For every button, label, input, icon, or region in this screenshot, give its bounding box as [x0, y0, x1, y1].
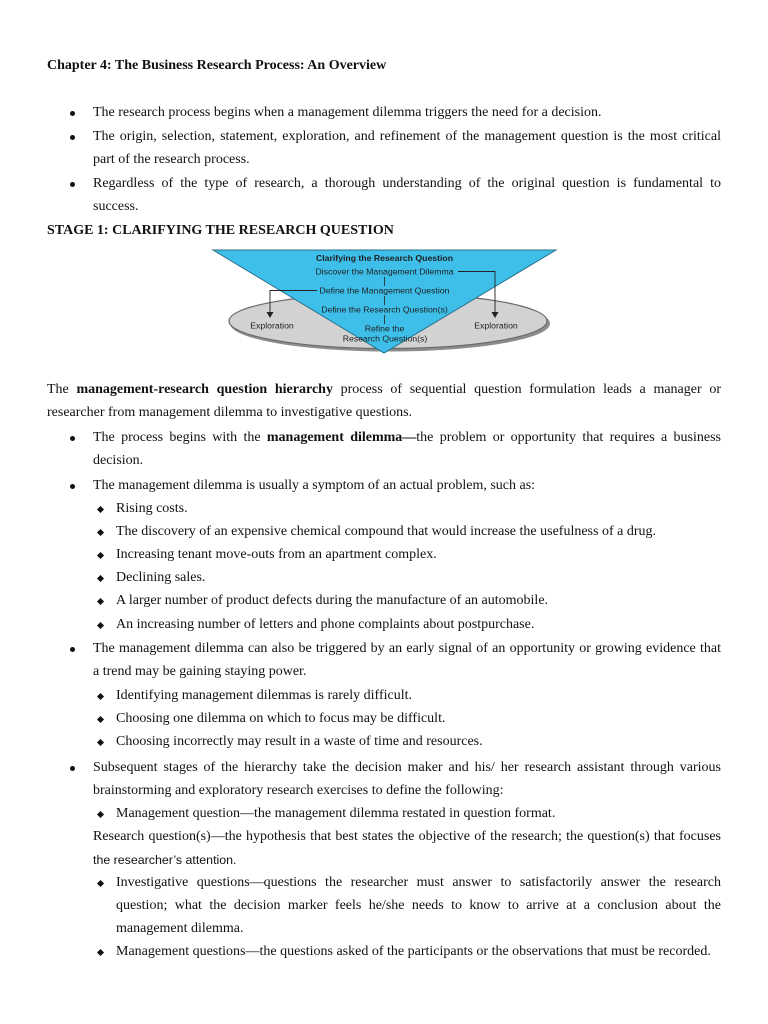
symptom-example: The discovery of an expensive chemical compound that would increase the usefulness of a drug.: [116, 524, 656, 539]
intro-bullet-line: Regardless of the type of research, a thorough understanding of the original question is fundamental to: [93, 176, 721, 191]
diamond-marker: [96, 574, 103, 581]
management-question-item: Management question—the management dilemma restated in question format.: [116, 806, 556, 821]
bullet-bold-term: management dilemma—: [266, 430, 417, 445]
investigative-questions-line: management dilemma.: [116, 921, 244, 936]
diamond-marker: [96, 948, 103, 955]
research-question-diagram: [200, 240, 570, 360]
diamond-marker: [96, 551, 103, 558]
bullet-text: The process begins with the: [93, 430, 267, 445]
diamond-marker: [96, 597, 103, 604]
investigative-questions-line: question; what the decision marker feels he/she needs to know to arrive at a conclusion about the: [116, 898, 721, 913]
diamond-marker: [96, 528, 103, 535]
bullet-line: [93, 428, 721, 448]
intro-bullet-line: The origin, selection, statement, exploration, and refinement of the management question is the most critical: [93, 129, 721, 144]
diamond-marker: [96, 738, 103, 745]
diagram-step-define-management: Define the Management Question: [319, 285, 450, 296]
chapter-title: Chapter 4: The Business Research Process: An Overview: [47, 58, 387, 73]
symptom-example: Increasing tenant move-outs from an apartment complex.: [116, 547, 437, 562]
signal-point: Identifying management dilemmas is rarely difficult.: [116, 688, 412, 703]
stage-heading: STAGE 1: CLARIFYING THE RESEARCH QUESTION: [47, 223, 394, 238]
bullet-marker: [70, 436, 75, 441]
bullet-line: brainstorming and exploratory research exercises to define the following:: [93, 783, 504, 798]
paragraph-bold-term: management-research question hierarchy: [76, 382, 333, 397]
intro-bullet-line: part of the research process.: [93, 152, 250, 167]
signal-point: Choosing one dilemma on which to focus may be difficult.: [116, 711, 446, 726]
diamond-marker: [96, 879, 103, 886]
bullet-marker: [70, 111, 75, 116]
symptom-example: An increasing number of letters and phone complaints about postpurchase.: [116, 617, 535, 632]
bullet-marker: [70, 647, 75, 652]
diamond-marker: [96, 810, 103, 817]
bullet-marker: [70, 135, 75, 140]
management-questions-item: Management questions—the questions asked of the participants or the observations that must be recorded.: [116, 944, 711, 959]
intro-bullet-line: The research process begins when a management dilemma triggers the need for a decision.: [93, 105, 602, 120]
diamond-marker: [96, 505, 103, 512]
diagram-step-refine-line-2: Research Question(s): [342, 333, 428, 344]
research-question-line: the researcher’s attention.: [93, 853, 237, 867]
symptom-example: Rising costs.: [116, 501, 188, 516]
intro-bullet-line: success.: [93, 199, 139, 214]
hierarchy-paragraph-line: researcher from management dilemma to investigative questions.: [47, 405, 413, 420]
bullet-line: Subsequent stages of the hierarchy take the decision maker and his/ her research assistant through various: [93, 760, 721, 775]
bullet-line: a trend may be gaining staying power.: [93, 664, 307, 679]
bullet-marker: [70, 766, 75, 771]
bullet-marker: [70, 182, 75, 187]
right-exploration-label: Exploration: [474, 320, 518, 331]
investigative-questions-line: Investigative questions—questions the researcher must answer to satisfactorily answer the research: [116, 875, 721, 890]
diagram-step-discover: Discover the Management Dilemma: [315, 266, 454, 277]
diagram-step-define-research: Define the Research Question(s): [321, 304, 448, 315]
paragraph-text: process of sequential question formulation leads a manager or: [332, 382, 722, 397]
diamond-marker: [96, 715, 103, 722]
hierarchy-paragraph-line: [47, 380, 721, 400]
left-exploration-label: Exploration: [250, 320, 294, 331]
diamond-marker: [96, 621, 103, 628]
paragraph-text: The: [47, 382, 77, 397]
bullet-marker: [70, 484, 75, 489]
bullet-text: the problem or opportunity that requires a business: [416, 430, 722, 445]
symptom-example: Declining sales.: [116, 570, 206, 585]
bullet-line: The management dilemma can also be triggered by an early signal of an opportunity or growing evidence that: [93, 641, 721, 656]
symptom-example: A larger number of product defects during the manufacture of an automobile.: [116, 593, 549, 608]
signal-point: Choosing incorrectly may result in a waste of time and resources.: [116, 734, 483, 749]
bullet-line: decision.: [93, 453, 144, 468]
bullet-line: The management dilemma is usually a symptom of an actual problem, such as:: [93, 478, 536, 493]
diamond-marker: [96, 692, 103, 699]
diagram-title: Clarifying the Research Question: [315, 253, 454, 263]
diagram-step-refine-line-1: Refine the: [364, 323, 405, 334]
research-question-line: Research question(s)—the hypothesis that best states the objective of the research; the question(s) that focuses: [93, 829, 721, 844]
